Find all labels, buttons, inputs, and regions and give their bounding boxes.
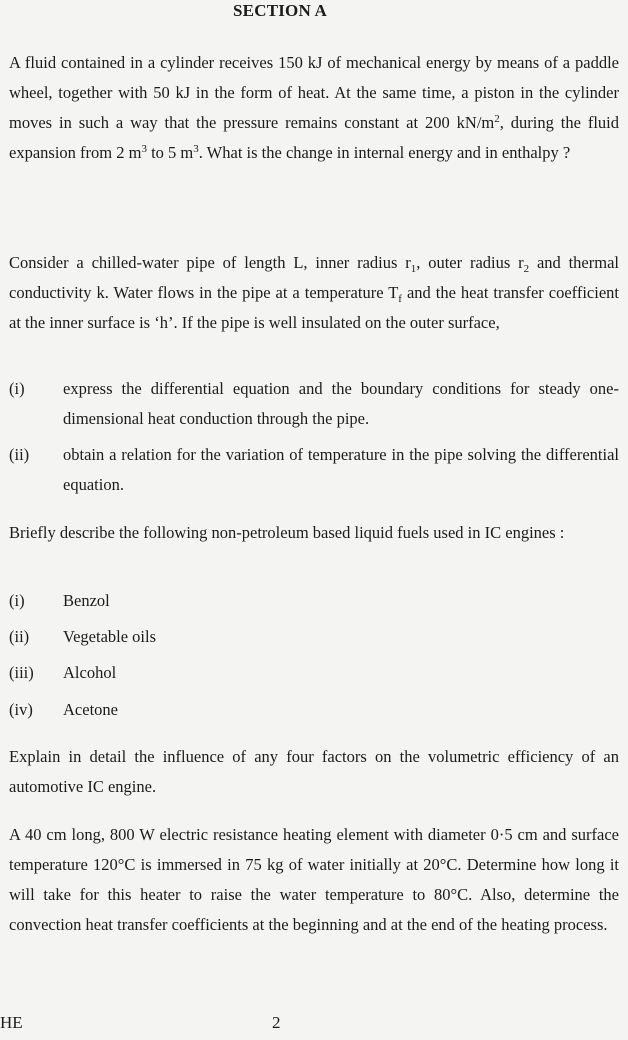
item-text: obtain a relation for the variation of temperature in the pipe solving the differential equation. [63,445,619,494]
question-1-text [9,48,619,168]
item-number: (i) [9,591,25,610]
question-4-text: Explain in detail the influence of any four factors on the volumetric efficiency of an automotive IC engine. [9,747,619,796]
item-text: Acetone [63,700,118,719]
q2-text-part: , outer radius r [416,253,524,272]
q1-text-part: , during the fluid expansion from 2 m [9,113,619,162]
page-number: 2 [272,1013,281,1032]
q1-superscript: 3 [193,143,199,155]
q2-text-part: and thermal conductivity k. Water flows in the pipe at a temperature T [9,253,619,302]
q2-text-part: and the heat transfer coefficient at the inner surface is ‘h’. If the pipe is well insulated on the outer surface, [9,283,619,332]
item-number: (ii) [9,627,30,646]
item-text: Benzol [63,591,110,610]
q1-text-part: to 5 m [146,143,194,162]
q1-text-part: A fluid contained in a cylinder receives 150 kJ of mechanical energy by means of a paddle wheel, together with 50 kJ in the form of heat. At the same time, a piston in the cylinder moves in such a way that the pressure remains constant at 200 kN/m [9,53,619,132]
q2-subscript: f [398,293,402,305]
item-number: (iii) [9,663,34,682]
q2-subscript: 2 [523,263,530,275]
section-title: SECTION A [233,1,327,20]
item-number: (iv) [9,700,33,719]
question-5-text: A 40 cm long, 800 W electric resistance heating element with diameter 0·5 cm and surface temperature 120°C is immersed in 75 kg of water initially at 20°C. Determine how long it will take for this heater to raise the water temperature to 80°C. Also, determine the convection heat transfer coefficients at the beginning and at the end of the heating process. [9,825,619,934]
question-2-intro [9,248,619,338]
q2-text-part: Consider a chilled-water pipe of length L, inner radius r [9,253,411,272]
item-text: express the differential equation and the boundary conditions for steady one-dimensional heat conduction through the pipe. [63,379,619,428]
question-3-intro: Briefly describe the following non-petroleum based liquid fuels used in IC engines : [9,523,565,542]
paper-code: HE [0,1013,23,1032]
q1-superscript: 3 [141,143,147,155]
item-number: (ii) [9,445,30,464]
item-number: (i) [9,379,25,398]
item-text: Vegetable oils [63,627,157,646]
q1-text-part: . What is the change in internal energy and in enthalpy ? [198,143,571,162]
q2-subscript: 1 [410,263,417,275]
item-text: Alcohol [63,663,117,682]
q1-superscript: 2 [494,113,500,125]
